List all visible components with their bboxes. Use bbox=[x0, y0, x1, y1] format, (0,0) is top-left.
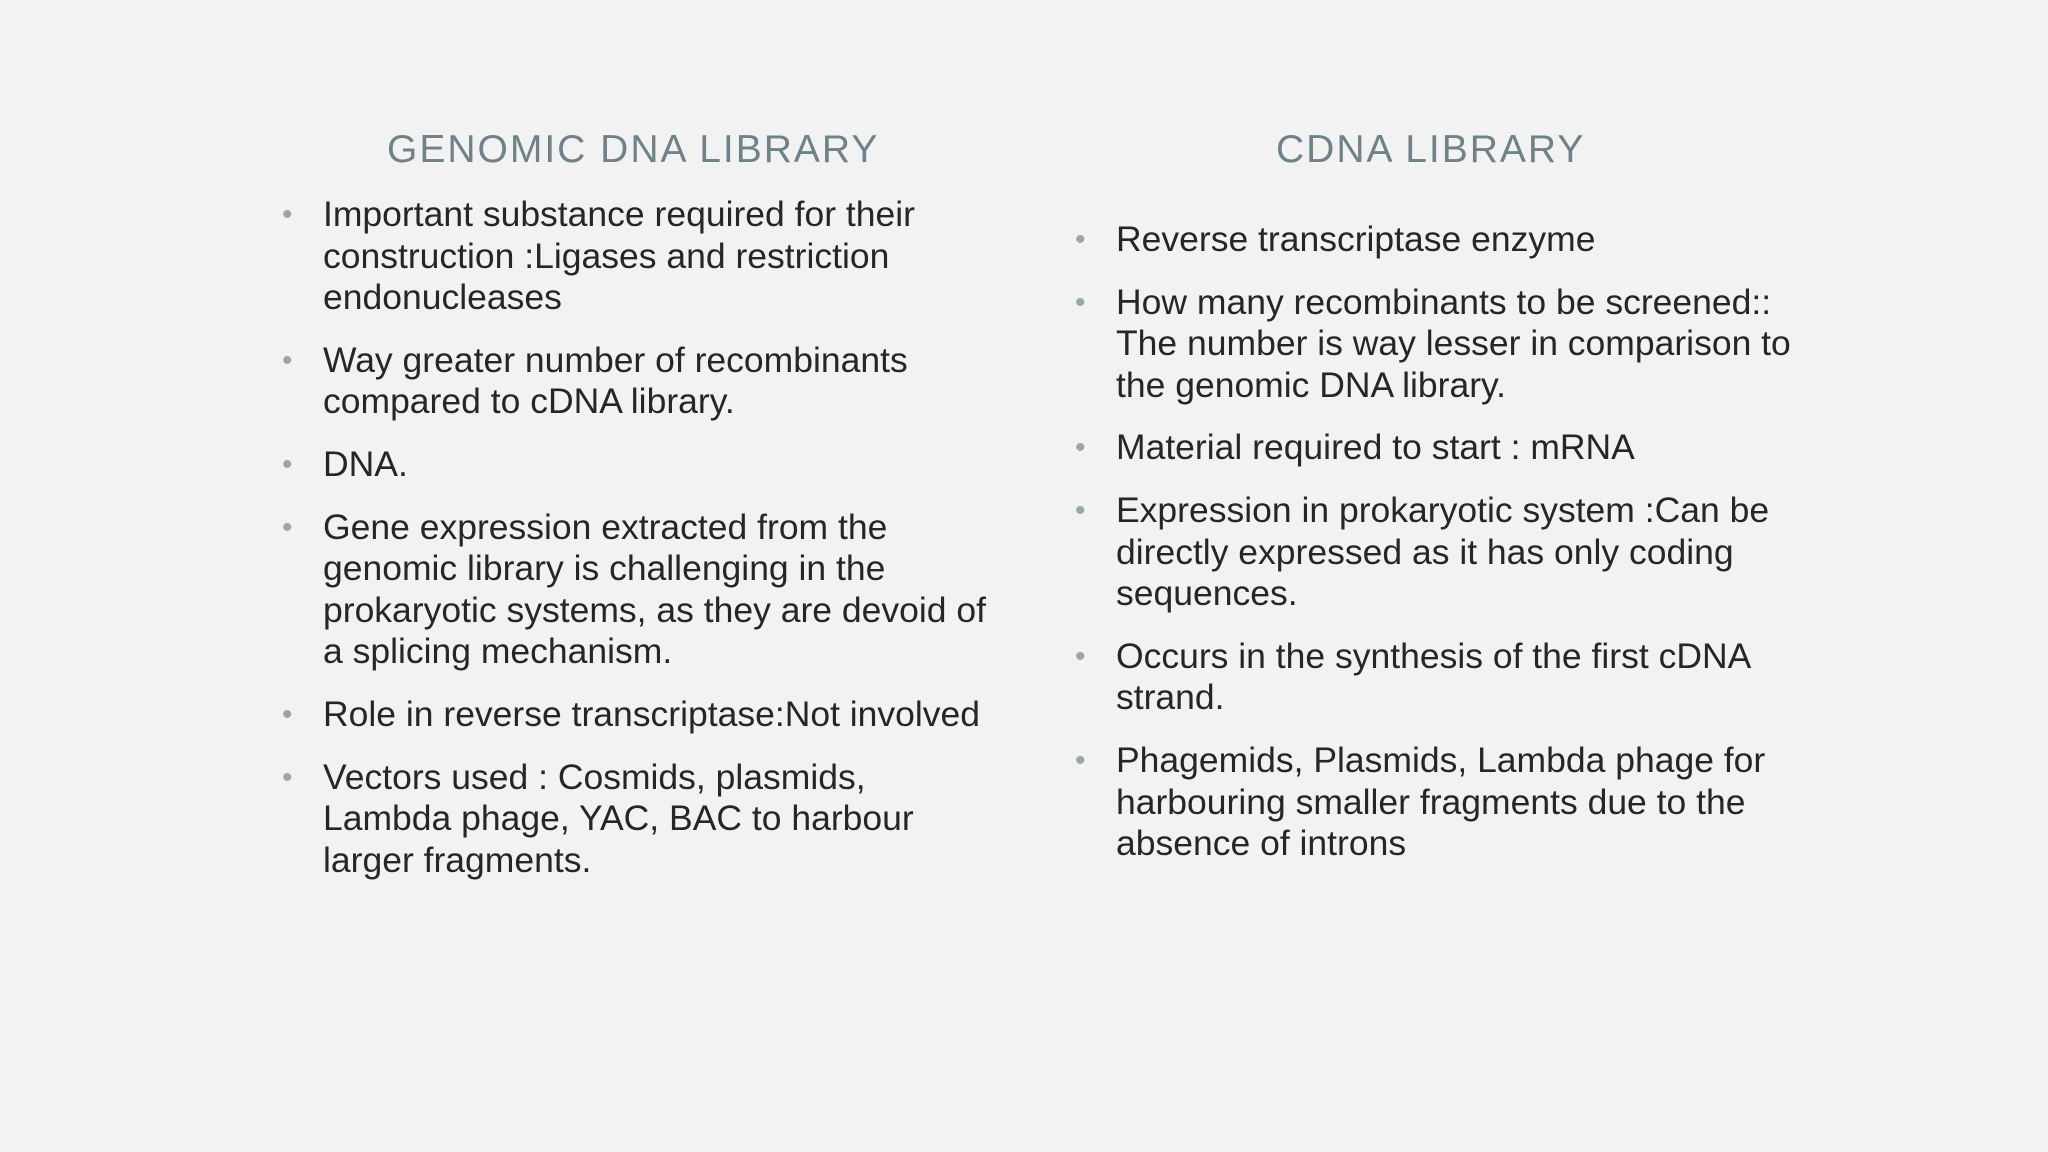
list-item bbox=[1075, 636, 1795, 719]
cdna-library-heading: CDNA LIBRARY bbox=[1276, 128, 1586, 171]
genomic-dna-library-list bbox=[282, 194, 1002, 881]
list-item bbox=[282, 340, 1002, 423]
list-item-text: Occurs in the synthesis of the first cDNA strand. bbox=[1116, 635, 1750, 718]
cdna-library-column bbox=[1075, 128, 1795, 886]
bullet-icon: • bbox=[1075, 223, 1086, 256]
list-item bbox=[1075, 427, 1795, 469]
bullet-icon: • bbox=[282, 697, 293, 731]
bullet-icon: • bbox=[282, 343, 293, 377]
list-item bbox=[1075, 740, 1795, 865]
list-item-text: Gene expression extracted from the genomic library is challenging in the prokaryotic systems, as they are devoid of a splicing mechanism. bbox=[323, 506, 986, 672]
cdna-library-list bbox=[1075, 219, 1795, 865]
genomic-dna-library-heading: GENOMIC DNA LIBRARY bbox=[387, 128, 880, 171]
list-item-text: DNA. bbox=[323, 443, 408, 484]
list-item-text: Phagemids, Plasmids, Lambda phage for harbouring smaller fragments due to the absence of introns bbox=[1116, 739, 1766, 864]
bullet-icon: • bbox=[282, 510, 293, 544]
list-item bbox=[282, 757, 1002, 882]
list-item bbox=[1075, 219, 1795, 261]
list-item bbox=[282, 444, 1002, 486]
list-item-text: Way greater number of recombinants compared to cDNA library. bbox=[323, 339, 908, 422]
genomic-dna-library-column bbox=[282, 128, 1002, 902]
list-item bbox=[1075, 490, 1795, 615]
list-item-text: Important substance required for their construction :Ligases and restriction endonucleases bbox=[323, 194, 915, 318]
bullet-icon: • bbox=[1075, 493, 1086, 527]
list-item bbox=[282, 507, 1002, 673]
list-item-text: Material required to start : mRNA bbox=[1116, 427, 1635, 468]
list-item-text: Expression in prokaryotic system :Can be directly expressed as it has only coding sequences. bbox=[1116, 489, 1770, 614]
bullet-icon: • bbox=[1075, 431, 1086, 465]
list-item bbox=[282, 694, 1002, 736]
bullet-icon: • bbox=[1075, 285, 1086, 319]
bullet-icon: • bbox=[282, 447, 293, 481]
list-item bbox=[282, 194, 1002, 319]
bullet-icon: • bbox=[1075, 743, 1086, 777]
list-item-text: How many recombinants to be screened:: The number is way lesser in comparison to the genomic DNA library. bbox=[1116, 281, 1791, 405]
list-item-text: Vectors used : Cosmids, plasmids, Lambda phage, YAC, BAC to harbour larger fragments. bbox=[323, 756, 914, 880]
bullet-icon: • bbox=[282, 760, 293, 794]
list-item bbox=[1075, 282, 1795, 407]
bullet-icon: • bbox=[282, 198, 293, 231]
bullet-icon: • bbox=[1075, 639, 1086, 673]
list-item-text: Reverse transcriptase enzyme bbox=[1116, 219, 1596, 259]
list-item-text: Role in reverse transcriptase:Not involved bbox=[323, 693, 981, 734]
